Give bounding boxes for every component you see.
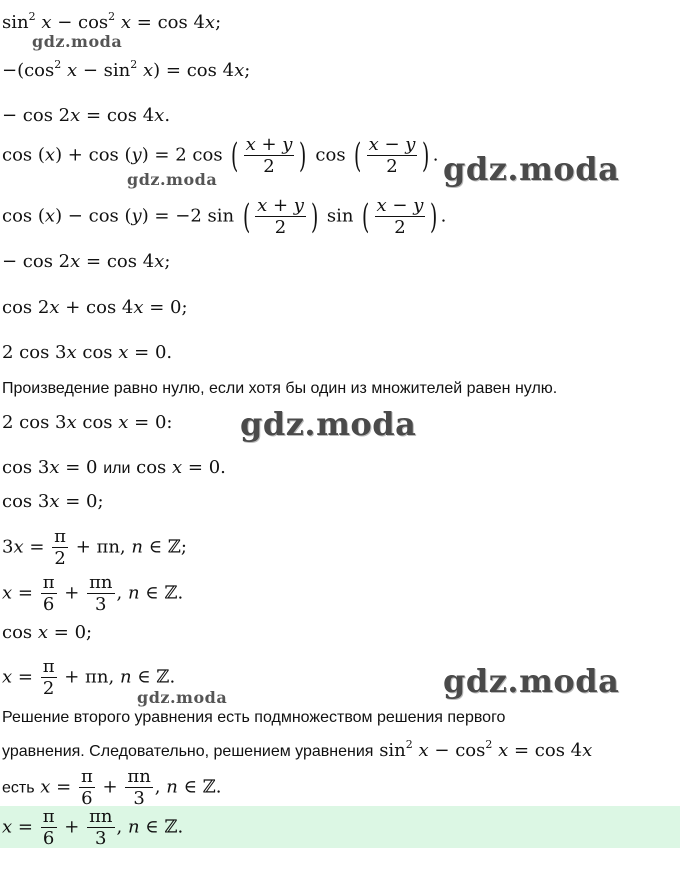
eq-line-10: cos 3x = 0 или cos x = 0. [2, 457, 226, 478]
word-or: или [103, 460, 131, 477]
text-conclusion-2: уравнения. Следовательно, решением уравнения $\sin^2 x - \cos^2 x = \cos 4x$ [2, 738, 593, 761]
eq-line-15: x = $\frac{\pi}{2}$ + πn, n ∈ ℤ. [2, 656, 176, 699]
text-word-is: есть [2, 779, 35, 797]
final-answer: x = $\frac{\pi}{6}$ + $\frac{\pi n}{3}$ , n ∈ ℤ. [2, 806, 184, 849]
eq-line-1: $\sin^2 x - \cos^2 x = \cos 4x$; [2, 10, 222, 33]
watermark: gdz.moda [32, 32, 123, 51]
eq-line-14: cos x = 0; [2, 622, 93, 643]
eq-line-11: cos 3x = 0; [2, 491, 104, 512]
eq-line-3: − cos 2x = cos 4x. [2, 105, 171, 126]
text-conclusion-1: Решение второго уравнения есть подмножеством решения первого [2, 709, 506, 726]
eq-line-8: 2 cos 3x cos x = 0. [2, 342, 173, 363]
eq-line-6: − cos 2x = cos 4x; [2, 251, 171, 272]
text-conclusion-2-words: уравнения. Следовательно, решением уравнения [2, 743, 374, 760]
eq-line-5: cos (x) − cos (y) = −2 sin ( $\frac{x + y}{2}$ ) sin ( $\frac{x - y}{2}$ ) . [2, 195, 447, 238]
watermark: gdz.moda [240, 405, 417, 443]
eq-line-4: cos (x) + cos (y) = 2 cos ( $\frac{x + y}{2}$ ) cos ( $\frac{x - y}{2}$ ) . [2, 134, 439, 177]
watermark: gdz.moda [127, 170, 218, 189]
watermark: gdz.moda [137, 688, 228, 707]
eq-line-13: x = $\frac{\pi}{6}$ + $\frac{\pi n}{3}$ , n ∈ ℤ. [2, 572, 184, 615]
eq-line-7: cos 2x + cos 4x = 0; [2, 297, 188, 318]
eq-line-9: 2 cos 3x cos x = 0: [2, 412, 173, 433]
text-conclusion-3: есть x = $\frac{\pi}{6}$ + $\frac{\pi n}{3}$ , n ∈ ℤ. [2, 766, 222, 809]
eq-line-2: $-(\cos^2$ $x - \sin^2 x) = \cos 4x$; [2, 58, 251, 81]
text-product-zero: Произведение равно нулю, если хотя бы один из множителей равен нулю. [2, 380, 558, 397]
watermark: gdz.moda [443, 150, 620, 188]
watermark: gdz.moda [443, 662, 620, 700]
eq-line-12: 3x = $\frac{\pi}{2}$ + πn, n ∈ ℤ; [2, 526, 187, 569]
